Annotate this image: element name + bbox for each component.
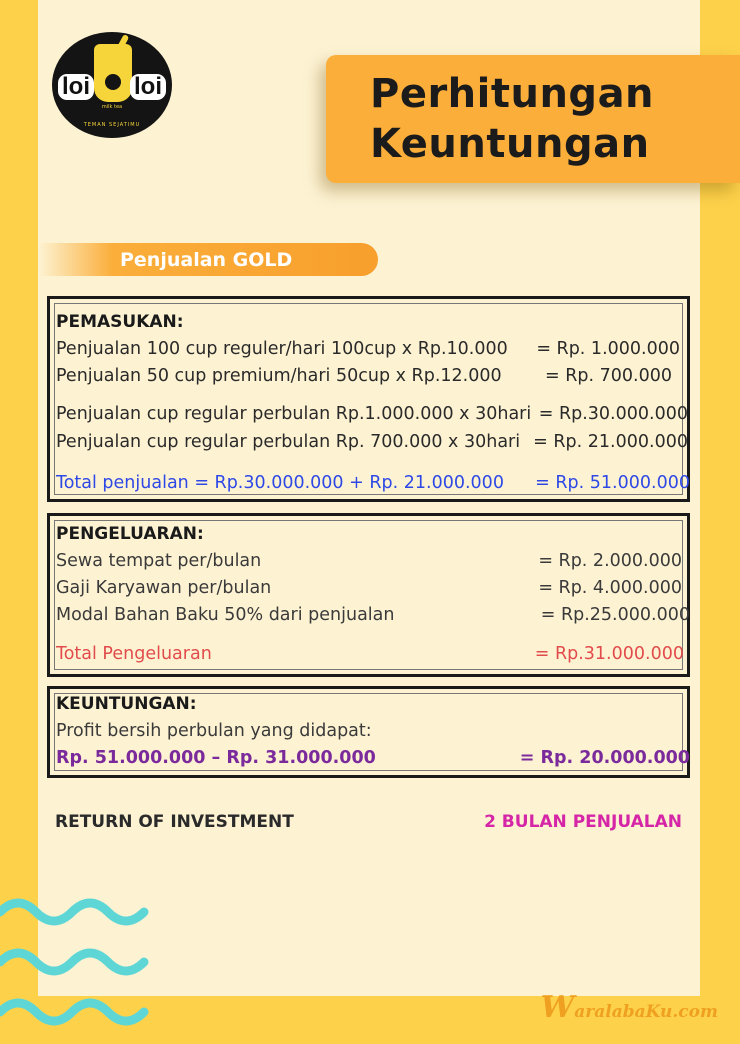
total-label: Total Pengeluaran bbox=[56, 644, 212, 664]
row-value: = Rp. 21.000.000 bbox=[533, 432, 688, 452]
pemasukan-row bbox=[56, 339, 684, 359]
pengeluaran-total bbox=[56, 644, 684, 664]
row-label: Penjualan cup regular perbulan Rp. 700.000 x 30hari bbox=[56, 432, 521, 452]
keuntungan-calc bbox=[56, 748, 690, 768]
row-value: = Rp. 4.000.000 bbox=[538, 578, 682, 598]
brand-logo bbox=[52, 32, 172, 138]
pemasukan-row bbox=[56, 404, 688, 424]
section-label bbox=[38, 243, 378, 276]
watermark-text: aralabaKu.com bbox=[574, 1002, 718, 1022]
logo-wordmark bbox=[52, 74, 172, 100]
calc-value: = Rp. 20.000.000 bbox=[519, 748, 690, 768]
title-banner bbox=[326, 55, 740, 183]
row-value: = Rp.30.000.000 bbox=[538, 404, 688, 424]
row-label: Sewa tempat per/bulan bbox=[56, 551, 262, 571]
row-label: Penjualan 100 cup reguler/hari 100cup x Rp.10.000 bbox=[56, 339, 508, 359]
pengeluaran-header: PENGELUARAN: bbox=[56, 524, 204, 544]
logo-word-right: loi bbox=[130, 74, 166, 100]
keuntungan-desc: Profit bersih perbulan yang didapat: bbox=[56, 721, 372, 741]
roi-label: RETURN OF INVESTMENT bbox=[55, 812, 294, 832]
row-value: = Rp. 1.000.000 bbox=[536, 339, 680, 359]
logo-word-left: loi bbox=[58, 74, 94, 100]
pengeluaran-row bbox=[56, 605, 690, 625]
total-label: Total penjualan = Rp.30.000.000 + Rp. 21.000.000 bbox=[56, 473, 504, 493]
pemasukan-header: PEMASUKAN: bbox=[56, 312, 184, 332]
total-value: = Rp. 51.000.000 bbox=[535, 473, 690, 493]
pengeluaran-row bbox=[56, 551, 684, 571]
watermark bbox=[541, 990, 718, 1025]
total-value: = Rp.31.000.000 bbox=[534, 644, 684, 664]
row-label: Penjualan 50 cup premium/hari 50cup x Rp.12.000 bbox=[56, 366, 502, 386]
keuntungan-header: KEUNTUNGAN: bbox=[56, 694, 197, 714]
row-value: = Rp. 700.000 bbox=[545, 366, 672, 386]
wave-decoration bbox=[0, 890, 150, 1040]
row-label: Gaji Karyawan per/bulan bbox=[56, 578, 272, 598]
pemasukan-total bbox=[56, 473, 690, 493]
row-value: = Rp. 2.000.000 bbox=[538, 551, 682, 571]
page-title-line-1: Perhitungan bbox=[370, 71, 655, 117]
row-label: Modal Bahan Baku 50% dari penjualan bbox=[56, 605, 395, 625]
roi-value: 2 BULAN PENJUALAN bbox=[484, 812, 682, 832]
row-value: = Rp.25.000.000 bbox=[540, 605, 690, 625]
pemasukan-row bbox=[56, 432, 688, 452]
pemasukan-row bbox=[56, 366, 684, 386]
watermark-initial: W bbox=[540, 990, 575, 1025]
calc-label: Rp. 51.000.000 – Rp. 31.000.000 bbox=[56, 748, 376, 768]
row-label: Penjualan cup regular perbulan Rp.1.000.000 x 30hari bbox=[56, 404, 532, 424]
logo-tagline: TEMAN SEJATIMU bbox=[83, 122, 141, 128]
section-label-text: Penjualan GOLD bbox=[120, 248, 293, 271]
logo-subtext: milk tea bbox=[101, 104, 123, 110]
page-title-line-2: Keuntungan bbox=[370, 121, 650, 167]
pengeluaran-row bbox=[56, 578, 684, 598]
